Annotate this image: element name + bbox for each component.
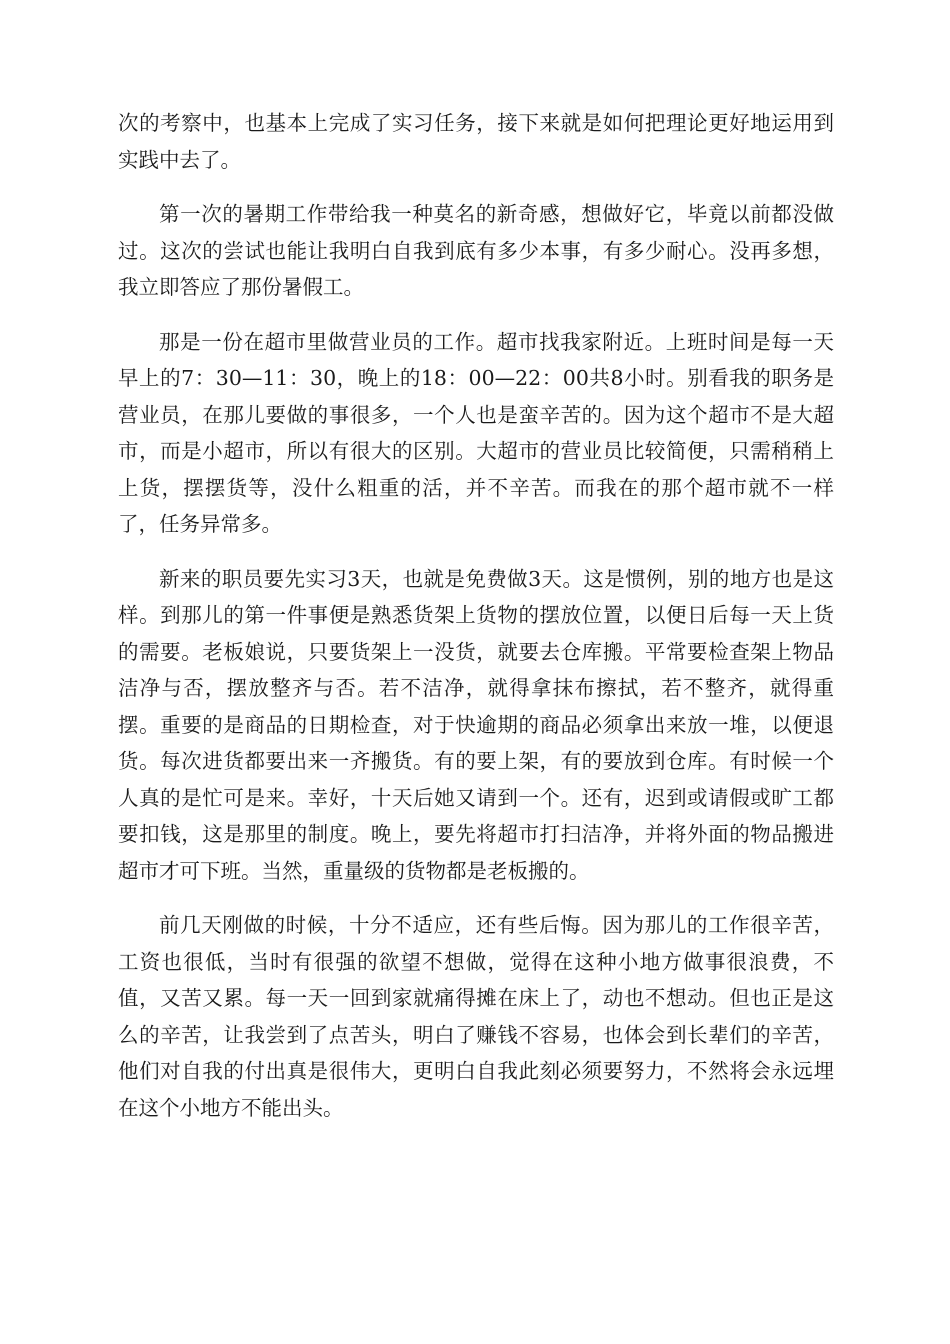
paragraph-supermarket-job: 那是一份在超市里做营业员的工作。超市找我家附近。上班时间是每一天早上的7：30—11：30，晚上的18：00—22：00共8小时。别看我的职务是营业员，在那儿要做的事很多，一个人也是蛮辛苦的。因为这个超市不是大超市，而是小超市，所以有很大的区别。大超市的营业员比较简便，只需稍稍上上货，摆摆货等，没什么粗重的活，并不辛苦。而我在的那个超市就不一样了，任务异常多。	[118, 329, 834, 536]
paragraph-continuation: 次的考察中，也基本上完成了实习任务，接下来就是如何把理论更好地运用到实践中去了。	[118, 111, 834, 172]
document-body	[118, 105, 834, 1144]
paragraph-first-summer-job: 第一次的暑期工作带给我一种莫名的新奇感，想做好它，毕竟以前都没做过。这次的尝试也能让我明白自我到底有多少本事，有多少耐心。没再多想，我立即答应了那份暑假工。	[118, 202, 834, 299]
paragraph-new-staff-duties: 新来的职员要先实习3天，也就是免费做3天。这是惯例，别的地方也是这样。到那儿的第一件事便是熟悉货架上货物的摆放位置，以便日后每一天上货的需要。老板娘说，只要货架上一没货，就要去仓库搬。平常要检查架上物品洁净与否，摆放整齐与否。若不洁净，就得拿抹布擦拭，若不整齐，就得重摆。重要的是商品的日期检查，对于快逾期的商品必须拿出来放一堆，以便退货。每次进货都要出来一齐搬货。有的要上架，有的要放到仓库。有时候一个人真的是忙可是来。幸好，十天后她又请到一个。还有，迟到或请假或旷工都要扣钱，这是那里的制度。晚上，要先将超市打扫洁净，并将外面的物品搬进超市才可下班。当然，重量级的货物都是老板搬的。	[118, 566, 834, 883]
paragraph-first-days-feelings: 前几天刚做的时候，十分不适应，还有些后悔。因为那儿的工作很辛苦，工资也很低，当时有很强的欲望不想做，觉得在这种小地方做事很浪费，不值，又苦又累。每一天一回到家就痛得摊在床上了，动也不想动。但也正是这么的辛苦，让我尝到了点苦头，明白了赚钱不容易，也体会到长辈们的辛苦，他们对自我的付出真是很伟大，更明白自我此刻必须要努力，不然将会永远埋在这个小地方不能出头。	[118, 913, 834, 1120]
